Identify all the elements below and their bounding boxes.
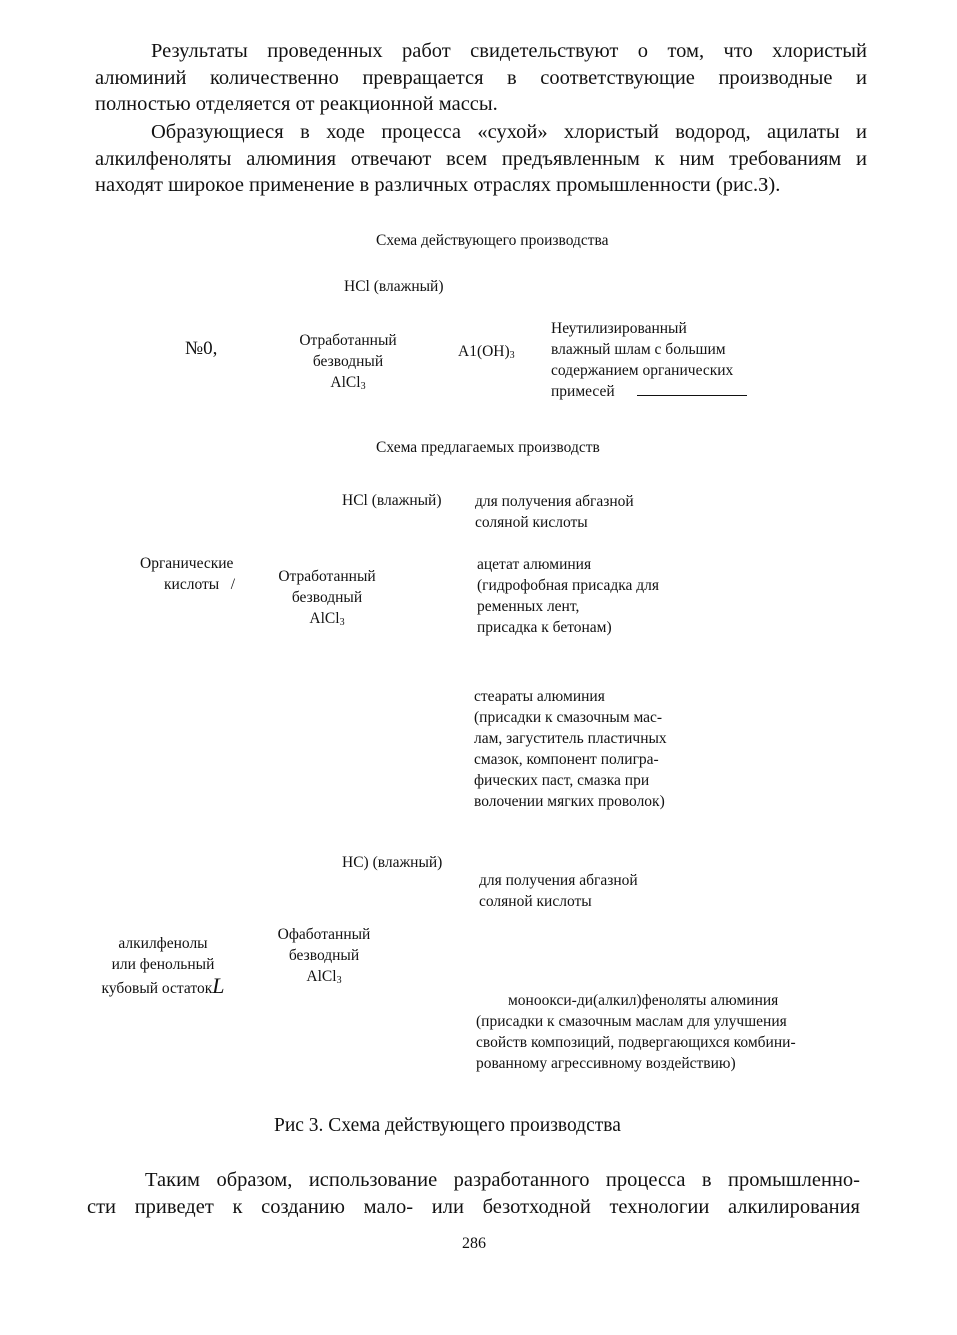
intro-line: Образующиеся в ходе процесса «сухой» хлористый водород, ацилаты и xyxy=(151,121,867,143)
underline-rule xyxy=(637,383,747,396)
outro-paragraph xyxy=(87,1167,860,1220)
scheme-current-waste: Неутилизированный влажный шлам с большим содержанием органических примесей xyxy=(551,318,747,402)
scheme-current-hcl: НСl (влажный) xyxy=(344,278,444,295)
block2-product-phenolate: моноокси-ди(алкил)феноляты алюминия (присадки к смазочным маслам для улучшения свойств композиций, подвергающихся комбини- рованному агрессивному воздействию) xyxy=(476,992,796,1072)
scheme-current-start: №0, xyxy=(185,338,218,359)
block1-hcl: НСl (влажный) xyxy=(342,492,442,509)
scheme-current-product: $А1(ОН)_3$ xyxy=(458,343,515,361)
intro-line: Результаты проведенных работ свидетельствуют о том, что хлористый xyxy=(151,40,867,62)
intro-line: алкилфеноляты алюминия отвечают всем предъявленным к ним требованиям и xyxy=(95,147,867,170)
intro-line: полностью отделяется от реакционной массы. xyxy=(95,93,498,115)
block2-input: алкилфенолы или фенольный кубовый остатокL xyxy=(101,935,225,998)
scheme-proposed-title: Схема предлагаемых производств xyxy=(376,439,600,456)
block2-hcl-use: для получения абгазной соляной кислоты xyxy=(479,872,638,910)
outro-line: сти приведет к созданию мало- или безотходной технологии алкилирования xyxy=(87,1195,860,1218)
outro-line: Таким образом, использование разработанного процесса в промышленно- xyxy=(145,1169,860,1191)
block1-hcl-use: для получения абгазной соляной кислоты xyxy=(475,493,634,531)
intro-line: находят широкое применение в различных отраслях промышленности (рис.З). xyxy=(95,174,781,196)
block2-spent: Офаботанный безводный AlCl$_3$ xyxy=(277,926,371,986)
scheme-current-title: Схема действующего производства xyxy=(376,232,609,249)
figure-caption: Рис 3. Схема действующего производства xyxy=(274,1115,621,1136)
page-number: 286 xyxy=(462,1235,486,1252)
block1-product-acetate: ацетат алюминия (гидрофобная присадка для ременных лент, присадка к бетонам) xyxy=(477,556,660,636)
scheme-current-spent: Отработанный безводный AlCl$_3$ xyxy=(299,332,397,392)
intro-line: алюминий количественно превращается в соответствующие производные и xyxy=(95,66,867,89)
block1-input: Органические кислоты / xyxy=(140,555,236,593)
intro-paragraph-2 xyxy=(95,119,867,199)
handwritten-mark: L xyxy=(212,973,225,998)
block2-hcl: НС) (влажный) xyxy=(342,854,443,871)
block1-product-stearate: стеараты алюминия (присадки к смазочным мас- лам, загуститель пластичных смазок, компонент полигра- фических паст, смазка при волочении мягких проволок) xyxy=(474,688,667,810)
intro-paragraph-1 xyxy=(95,38,867,118)
block1-spent: Отработанный безводный AlCl$_3$ xyxy=(278,568,376,628)
